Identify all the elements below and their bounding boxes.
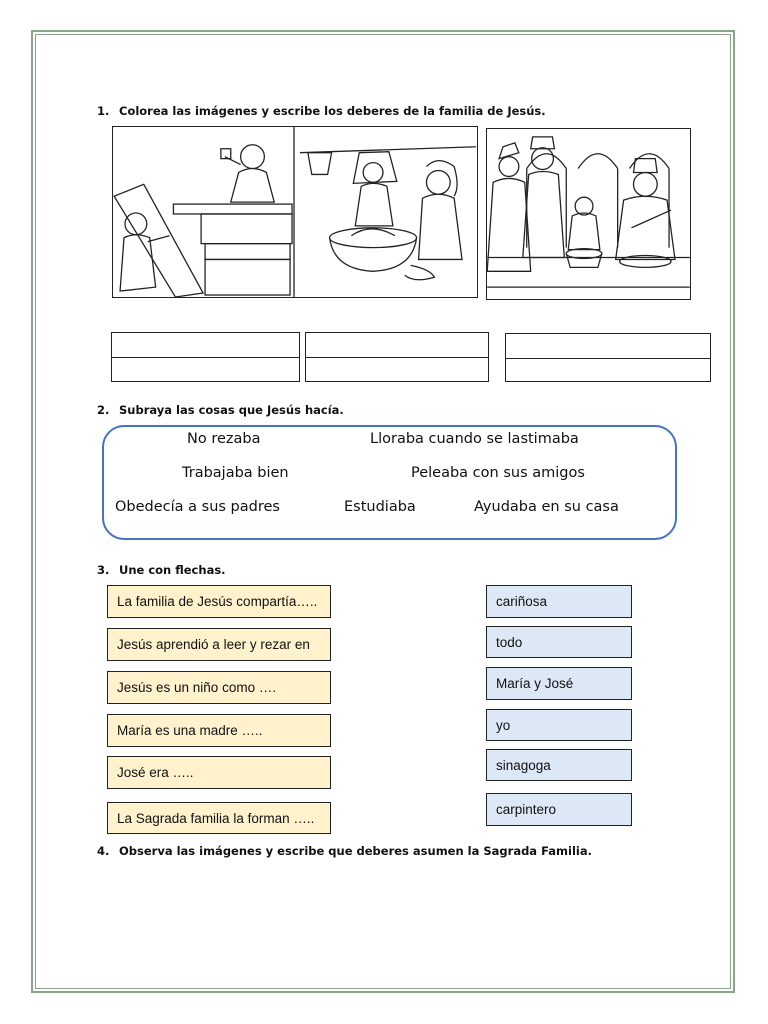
match-left-1[interactable]: La familia de Jesús compartía….. xyxy=(107,585,331,618)
question-2 xyxy=(97,403,344,417)
answer-line xyxy=(506,358,710,359)
match-right-3[interactable]: María y José xyxy=(486,667,632,700)
question-text: Colorea las imágenes y escribe los deberes de la familia de Jesús. xyxy=(119,104,546,118)
match-right-1[interactable]: cariñosa xyxy=(486,585,632,618)
illustration-carpentry-laundry xyxy=(112,126,478,298)
question-3 xyxy=(97,563,226,577)
match-left-3[interactable]: Jesús es un niño como …. xyxy=(107,671,331,704)
match-right-5[interactable]: sinagoga xyxy=(486,749,632,781)
answer-box-1[interactable] xyxy=(111,332,300,382)
question-number: 2. xyxy=(97,403,110,417)
option-peleaba[interactable]: Peleaba con sus amigos xyxy=(411,465,585,481)
option-trabajaba[interactable]: Trabajaba bien xyxy=(182,465,289,481)
match-left-2[interactable]: Jesús aprendió a leer y rezar en xyxy=(107,628,331,661)
question-text: Une con flechas. xyxy=(119,563,226,577)
option-ayudaba[interactable]: Ayudaba en su casa xyxy=(474,499,619,515)
answer-box-3[interactable] xyxy=(505,333,711,382)
match-left-6[interactable]: La Sagrada familia la forman ….. xyxy=(107,802,331,834)
carpentry-scene-drawing xyxy=(113,127,477,297)
option-estudiaba[interactable]: Estudiaba xyxy=(344,499,416,515)
match-right-2[interactable]: todo xyxy=(486,626,632,658)
option-no-rezaba[interactable]: No rezaba xyxy=(187,431,261,447)
question-4 xyxy=(97,844,592,858)
match-right-4[interactable]: yo xyxy=(486,709,632,741)
question-number: 4. xyxy=(97,844,110,858)
question-text: Subraya las cosas que Jesús hacía. xyxy=(119,403,344,417)
question-number: 3. xyxy=(97,563,110,577)
question-1 xyxy=(97,104,546,118)
match-left-4[interactable]: María es una madre ….. xyxy=(107,714,331,747)
question-text: Observa las imágenes y escribe que deberes asumen la Sagrada Familia. xyxy=(119,844,592,858)
match-right-6[interactable]: carpintero xyxy=(486,793,632,826)
answer-line xyxy=(112,357,299,358)
answer-line xyxy=(306,357,488,358)
option-obedecia[interactable]: Obedecía a sus padres xyxy=(115,499,280,515)
match-left-5[interactable]: José era ….. xyxy=(107,756,331,789)
answer-box-2[interactable] xyxy=(305,332,489,382)
illustration-synagogue xyxy=(486,128,691,300)
option-lloraba[interactable]: Lloraba cuando se lastimaba xyxy=(370,431,579,447)
synagogue-scene-drawing xyxy=(487,129,690,299)
question-number: 1. xyxy=(97,104,110,118)
